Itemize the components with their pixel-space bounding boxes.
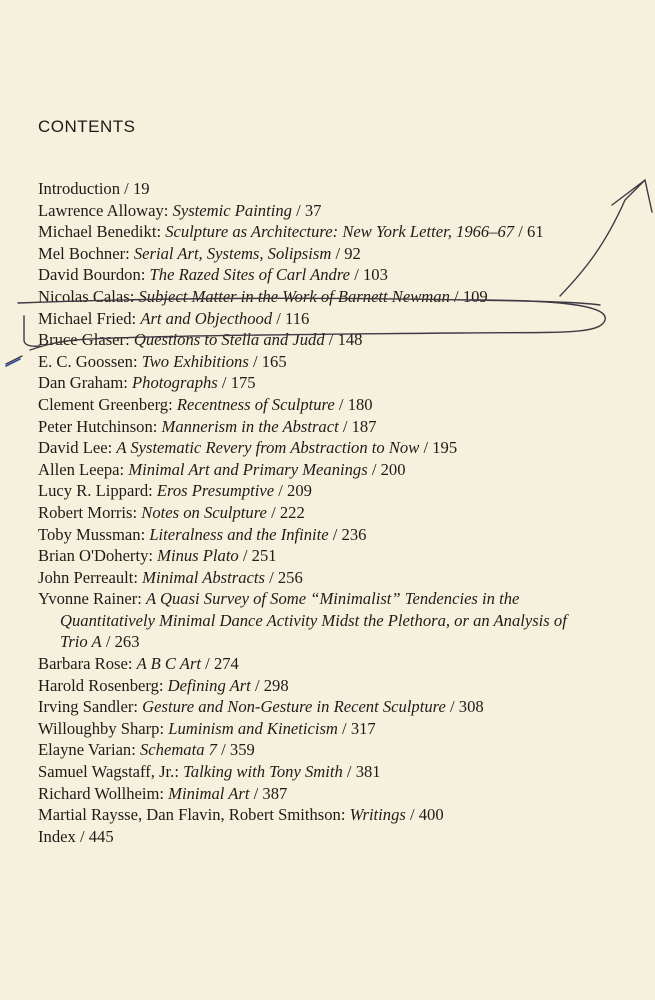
toc-entry: Elayne Varian: Schemata 7 / 359 bbox=[38, 740, 255, 760]
entry-author: John Perreault bbox=[38, 567, 134, 587]
entry-page: 37 bbox=[304, 200, 322, 220]
entry-page: 222 bbox=[279, 502, 305, 522]
entry-page: 61 bbox=[527, 222, 544, 242]
toc-entry: Michael Benedikt: Sculpture as Architecture: New York Letter, 1966–67 / 61 bbox=[38, 222, 544, 242]
entry-author: Nicolas Calas bbox=[38, 286, 130, 306]
toc-entry: Bruce Glaser: Questions to Stella and Judd / 148 bbox=[38, 330, 363, 350]
entry-author: Bruce Glaser bbox=[38, 330, 126, 350]
toc-entry: John Perreault: Minimal Abstracts / 256 bbox=[38, 567, 303, 587]
toc-entry: Index / 445 bbox=[38, 826, 114, 846]
entry-author: Yvonne Rainer bbox=[38, 589, 138, 609]
contents-heading: CONTENTS bbox=[38, 117, 136, 136]
entry-page: 187 bbox=[351, 416, 377, 436]
entry-title: Schemata 7 bbox=[140, 740, 217, 760]
entry-author: Richard Wollheim bbox=[38, 783, 160, 803]
entry-page: 180 bbox=[347, 394, 373, 414]
margin-tick-stroke bbox=[6, 356, 22, 364]
entry-author: Toby Mussman bbox=[38, 524, 141, 544]
blue-margin-tick bbox=[6, 359, 20, 366]
entry-page: 195 bbox=[432, 438, 458, 458]
entry-title: Gesture and Non-Gesture in Recent Sculpture bbox=[142, 697, 446, 717]
toc-entry: Barbara Rose: A B C Art / 274 bbox=[38, 654, 239, 674]
entry-title: Minimal Art and Primary Meanings bbox=[128, 459, 368, 479]
arrow-head-stroke bbox=[612, 180, 652, 212]
toc-entry: Lucy R. Lippard: Eros Presumptive / 209 bbox=[38, 481, 312, 501]
entry-author: Mel Bochner bbox=[38, 243, 126, 263]
entry-page: 175 bbox=[230, 373, 256, 393]
table-of-contents bbox=[38, 178, 598, 847]
entry-author: Robert Morris bbox=[38, 502, 133, 522]
entry-title: Literalness and the Infinite bbox=[149, 524, 329, 544]
entry-title: Serial Art, Systems, Solipsism bbox=[133, 243, 332, 263]
entry-title: Sculpture as Architecture: New York Letter, 1966–67 bbox=[165, 222, 515, 242]
toc-entry: Robert Morris: Notes on Sculpture / 222 bbox=[38, 502, 305, 522]
toc-entry: Yvonne Rainer: A Quasi Survey of Some “Minimalist” Tendencies in the Quantitatively Minimal Dance Activity Midst the Plethora, or an Analysis of Trio A / 263 bbox=[38, 589, 567, 652]
entry-author: Samuel Wagstaff, Jr. bbox=[38, 762, 175, 782]
entry-author: Index bbox=[38, 826, 76, 846]
entry-title: Recentness of Sculpture bbox=[176, 394, 335, 414]
entry-title: Luminism and Kineticism bbox=[168, 718, 338, 738]
entry-author: Michael Fried bbox=[38, 308, 132, 328]
entry-title: Minimal Art bbox=[168, 783, 250, 803]
entry-page: 103 bbox=[362, 265, 388, 285]
entry-title: Mannerism in the Abstract bbox=[161, 416, 339, 436]
toc-entry: David Bourdon: The Razed Sites of Carl Andre / 103 bbox=[38, 265, 388, 285]
toc-entry: Harold Rosenberg: Defining Art / 298 bbox=[38, 675, 289, 695]
toc-entry: Michael Fried: Art and Objecthood / 116 bbox=[38, 308, 310, 328]
entry-author: Brian O'Doherty bbox=[38, 546, 149, 566]
entry-page: 165 bbox=[261, 351, 287, 371]
entry-page: 359 bbox=[229, 740, 255, 760]
entry-author: Barbara Rose bbox=[38, 654, 128, 674]
entry-author: Martial Raysse, Dan Flavin, Robert Smithson bbox=[38, 805, 341, 825]
toc-entry: Peter Hutchinson: Mannerism in the Abstract / 187 bbox=[38, 416, 377, 436]
entry-author: Willoughby Sharp bbox=[38, 718, 160, 738]
entry-author: David Lee bbox=[38, 438, 108, 458]
entry-author: Irving Sandler bbox=[38, 697, 134, 717]
entry-page: 92 bbox=[344, 243, 361, 263]
entry-author: Michael Benedikt bbox=[38, 222, 157, 242]
entry-title: Talking with Tony Smith bbox=[183, 762, 343, 782]
toc-entry: Nicolas Calas: Subject Matter in the Work of Barnett Newman / 109 bbox=[38, 286, 488, 306]
entry-author: Clement Greenberg bbox=[38, 394, 169, 414]
entry-page: 317 bbox=[350, 718, 376, 738]
entry-author: Dan Graham bbox=[38, 373, 124, 393]
toc-entry: Willoughby Sharp: Luminism and Kineticism / 317 bbox=[38, 718, 376, 738]
toc-entry: Richard Wollheim: Minimal Art / 387 bbox=[38, 783, 288, 803]
entry-page: 298 bbox=[263, 675, 289, 695]
entry-author: David Bourdon bbox=[38, 265, 141, 285]
toc-entry: Mel Bochner: Serial Art, Systems, Solipsism / 92 bbox=[38, 243, 361, 263]
entry-page: 116 bbox=[285, 308, 310, 328]
entry-page: 445 bbox=[88, 826, 114, 846]
entry-page: 381 bbox=[355, 762, 381, 782]
toc-entry: David Lee: A Systematic Revery from Abstraction to Now / 195 bbox=[38, 438, 458, 458]
entry-title: Systemic Painting bbox=[172, 200, 292, 220]
entry-page: 209 bbox=[287, 481, 312, 501]
entry-author: Introduction bbox=[38, 179, 121, 198]
toc-entry: Lawrence Alloway: Systemic Painting / 37 bbox=[38, 200, 322, 220]
entry-page: 109 bbox=[462, 286, 488, 306]
entry-title: A B C Art bbox=[136, 654, 202, 674]
entry-title: Two Exhibitions bbox=[141, 351, 249, 371]
toc-entry: Dan Graham: Photographs / 175 bbox=[38, 373, 256, 393]
entry-title: Questions to Stella and Judd bbox=[133, 330, 325, 350]
entry-page: 387 bbox=[262, 783, 288, 803]
toc-entry: Martial Raysse, Dan Flavin, Robert Smithson: Writings / 400 bbox=[38, 805, 444, 825]
entry-author: Harold Rosenberg bbox=[38, 675, 159, 695]
entry-page: 256 bbox=[277, 567, 303, 587]
entry-author: E. C. Goossen bbox=[38, 351, 133, 371]
entry-title: Minus Plato bbox=[157, 546, 239, 566]
entry-title: A Quasi Survey of Some “Minimalist” Tendencies in the Quantitatively Minimal Dance Activity Midst the Plethora, or an Analysis of Trio A bbox=[60, 589, 567, 652]
entry-author: Lawrence Alloway bbox=[38, 200, 164, 220]
toc-entry: Clement Greenberg: Recentness of Sculpture / 180 bbox=[38, 394, 373, 414]
entry-page: 308 bbox=[458, 697, 484, 717]
entry-title: The Razed Sites of Carl Andre bbox=[149, 265, 351, 285]
toc-entry: Toby Mussman: Literalness and the Infinite / 236 bbox=[38, 524, 367, 544]
toc-entry: Introduction / 19 bbox=[38, 179, 150, 198]
entry-page: 148 bbox=[337, 330, 363, 350]
toc-entry: Allen Leepa: Minimal Art and Primary Meanings / 200 bbox=[38, 459, 406, 479]
entry-title: Subject Matter in the Work of Barnett Newman bbox=[138, 286, 450, 306]
entry-title: Defining Art bbox=[167, 675, 251, 695]
entry-page: 236 bbox=[341, 524, 367, 544]
entry-author: Lucy R. Lippard bbox=[38, 481, 149, 501]
entry-title: A Systematic Revery from Abstraction to Now bbox=[116, 438, 420, 458]
entry-title: Eros Presumptive bbox=[156, 481, 275, 501]
entry-author: Allen Leepa bbox=[38, 459, 120, 479]
toc-entry: Samuel Wagstaff, Jr.: Talking with Tony Smith / 381 bbox=[38, 762, 381, 782]
toc-entry: Brian O'Doherty: Minus Plato / 251 bbox=[38, 546, 277, 566]
entry-page: 400 bbox=[418, 805, 444, 825]
entry-page: 200 bbox=[380, 459, 406, 479]
entry-title: Photographs bbox=[132, 373, 218, 393]
entry-title: Art and Objecthood bbox=[140, 308, 273, 328]
entry-author: Elayne Varian bbox=[38, 740, 132, 760]
entry-page: 263 bbox=[114, 632, 140, 652]
entry-title: Notes on Sculpture bbox=[141, 502, 267, 522]
entry-page: 251 bbox=[251, 546, 277, 566]
toc-entry: E. C. Goossen: Two Exhibitions / 165 bbox=[38, 351, 287, 371]
entry-title: Writings bbox=[349, 805, 406, 825]
toc-entry: Irving Sandler: Gesture and Non-Gesture in Recent Sculpture / 308 bbox=[38, 697, 484, 717]
entry-title: Minimal Abstracts bbox=[142, 567, 265, 587]
entry-page: 19 bbox=[132, 179, 150, 198]
entry-author: Peter Hutchinson bbox=[38, 416, 153, 436]
entry-page: 274 bbox=[213, 654, 239, 674]
